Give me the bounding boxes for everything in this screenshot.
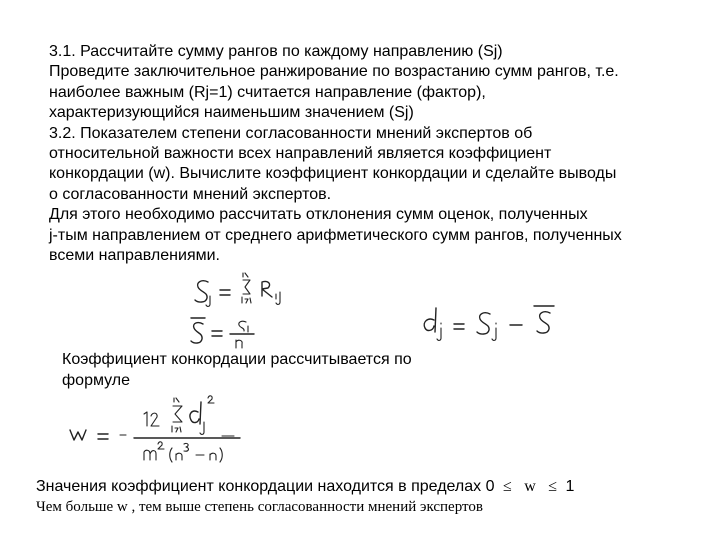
range-prefix: Значения коэффициент конкордации находится в пределах 0: [36, 478, 495, 495]
paragraph-line: относительной важности всех направлений является коэффициент: [49, 145, 552, 163]
less-or-equal-symbol: ≤: [548, 478, 557, 495]
range-statement: [36, 477, 574, 497]
range-upper-bound: 1: [565, 478, 575, 495]
paragraph-line: конкордации (w). Вычислите коэффициент конкордации и сделайте выводы: [49, 165, 617, 183]
concordance-line: формуле: [62, 371, 131, 389]
paragraph-line: наиболее важным (Rj=1) считается направление (фактор),: [49, 83, 486, 101]
concordance-formula-image: [62, 392, 272, 474]
instruction-paragraph: [49, 42, 709, 266]
mean-sum-formula-image: [188, 314, 278, 354]
paragraph-line: Проведите заключительное ранжирование по возрастанию сумм рангов, т.е.: [49, 63, 619, 81]
less-or-equal-symbol: ≤: [502, 478, 512, 495]
deviation-formula-image: [418, 298, 578, 346]
paragraph-line: j-тым направлением от среднего арифметического сумм рангов, полученных: [49, 226, 622, 244]
paragraph-line: о согласованности мнений экспертов.: [49, 185, 332, 203]
concordance-description: [62, 350, 482, 391]
paragraph-line: 3.1. Рассчитайте сумму рангов по каждому направлению (Sj): [49, 43, 503, 60]
conclusion-note: Чем больше w , тем выше степень согласованности мнений экспертов: [36, 499, 483, 515]
w-variable: w: [524, 478, 536, 495]
sum-of-ranks-formula-image: [188, 270, 318, 312]
paragraph-line: Для этого необходимо рассчитать отклонения сумм оценок, полученных: [49, 206, 588, 224]
paragraph-line: 3.2. Показателем степени согласованности мнений экспертов об: [49, 124, 533, 142]
paragraph-line: характеризующийся наименьшим значением (Sj): [49, 104, 414, 122]
paragraph-line: всеми направлениями.: [49, 247, 220, 265]
concordance-line: Коэффициент конкордации рассчитывается по: [62, 351, 412, 368]
